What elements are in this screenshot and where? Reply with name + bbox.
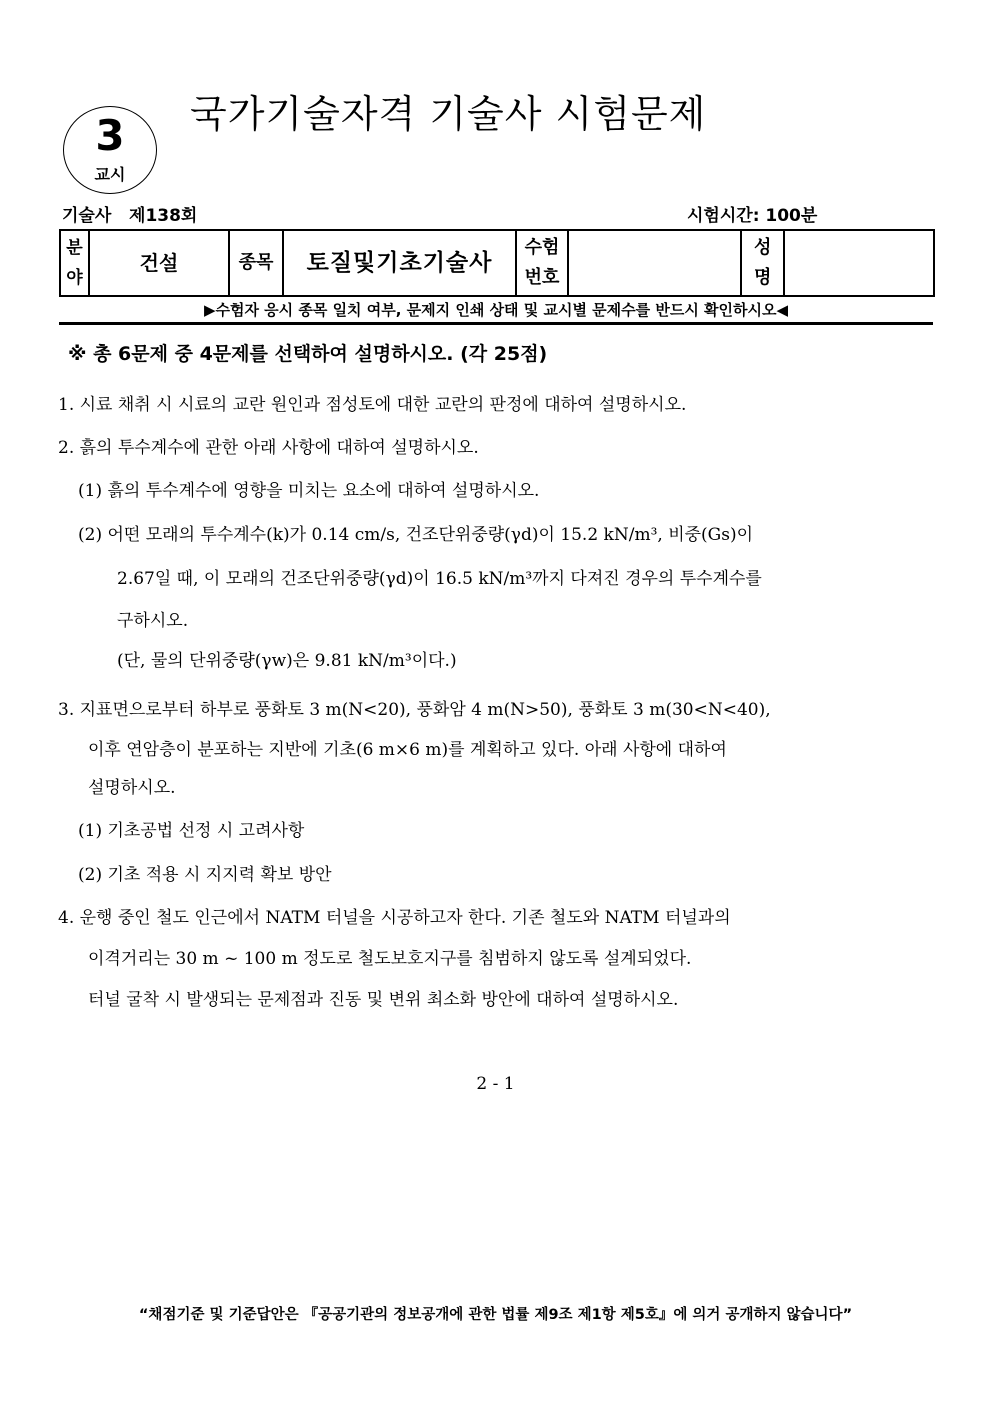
period-label: 교시 [94,165,126,184]
check-notice: ▶수험자 응시 종목 일치 여부, 문제지 인쇄 상태 및 교시별 문제수를 반드시 확인하시오◀ [203,301,789,319]
question-2-item-2-line-1: (2) 어떤 모래의 투수계수(k)가 0.14 cm/s, 건조단위중량(γd)이 15.2 kN/m³, 비중(Gs)이 [78,525,754,545]
question-3-line-1: 3. 지표면으로부터 하부로 풍화토 3 m(N<20), 풍화암 4 m(N>50), 풍화토 3 m(30<N<40), [58,700,771,720]
name-field[interactable] [784,230,934,296]
field-value: 건설 [89,230,229,296]
examinee-number-field[interactable] [568,230,741,296]
name-label: 성명 [741,230,784,296]
exam-time: 시험시간: 100분 [687,206,818,226]
type-value: 토질및기초기술사 [283,230,516,296]
question-3-line-2: 이후 연암층이 분포하는 지반에 기초(6 m×6 m)를 계획하고 있다. 아래 사항에 대하여 [88,740,727,760]
question-3-item-1: (1) 기초공법 선정 시 고려사항 [78,821,305,841]
question-1: 1. 시료 채취 시 시료의 교란 원인과 점성토에 대한 교란의 판정에 대하여 설명하시오. [58,395,687,415]
question-2-item-2-line-3: 구하시오. [117,611,189,631]
question-4-line-1: 4. 운행 중인 철도 인근에서 NATM 터널을 시공하고자 한다. 기존 철도와 NATM 터널과의 [58,908,731,928]
question-3-line-3: 설명하시오. [88,778,176,798]
question-2: 2. 흙의 투수계수에 관한 아래 사항에 대하여 설명하시오. [58,438,479,458]
period-badge [63,106,157,194]
field-label: 분야 [60,230,89,296]
page-number: 2 - 1 [476,1074,515,1094]
question-2-item-1: (1) 흙의 투수계수에 영향을 미치는 요소에 대하여 설명하시오. [78,481,540,501]
instruction: ※ 총 6문제 중 4문제를 선택하여 설명하시오. (각 25점) [68,343,548,365]
exam-round: 기술사 제138회 [62,206,198,226]
type-label: 종목 [229,230,283,296]
header-divider [59,322,933,325]
question-3-item-2: (2) 기초 적용 시 지지력 확보 방안 [78,865,332,885]
question-4-line-3: 터널 굴착 시 발생되는 문제점과 진동 및 변위 최소화 방안에 대하여 설명하시오. [88,990,679,1010]
question-2-item-2-note: (단, 물의 단위중량(γw)은 9.81 kN/m³이다.) [117,651,457,671]
question-2-item-2-line-2: 2.67일 때, 이 모래의 건조단위중량(γd)이 16.5 kN/m³까지 다져진 경우의 투수계수를 [117,569,762,589]
period-number: 3 [95,111,125,160]
exam-info-table [59,229,935,297]
question-4-line-2: 이격거리는 30 m ~ 100 m 정도로 철도보호지구를 침범하지 않도록 설계되었다. [88,949,692,969]
page-title: 국가기술자격 기술사 시험문제 [190,92,707,136]
footer-disclaimer: “채점기준 및 기준답안은 『공공기관의 정보공개에 관한 법률 제9조 제1항 제5호』에 의거 공개하지 않습니다” [138,1307,853,1323]
examinee-number-label: 수험번호 [516,230,568,296]
